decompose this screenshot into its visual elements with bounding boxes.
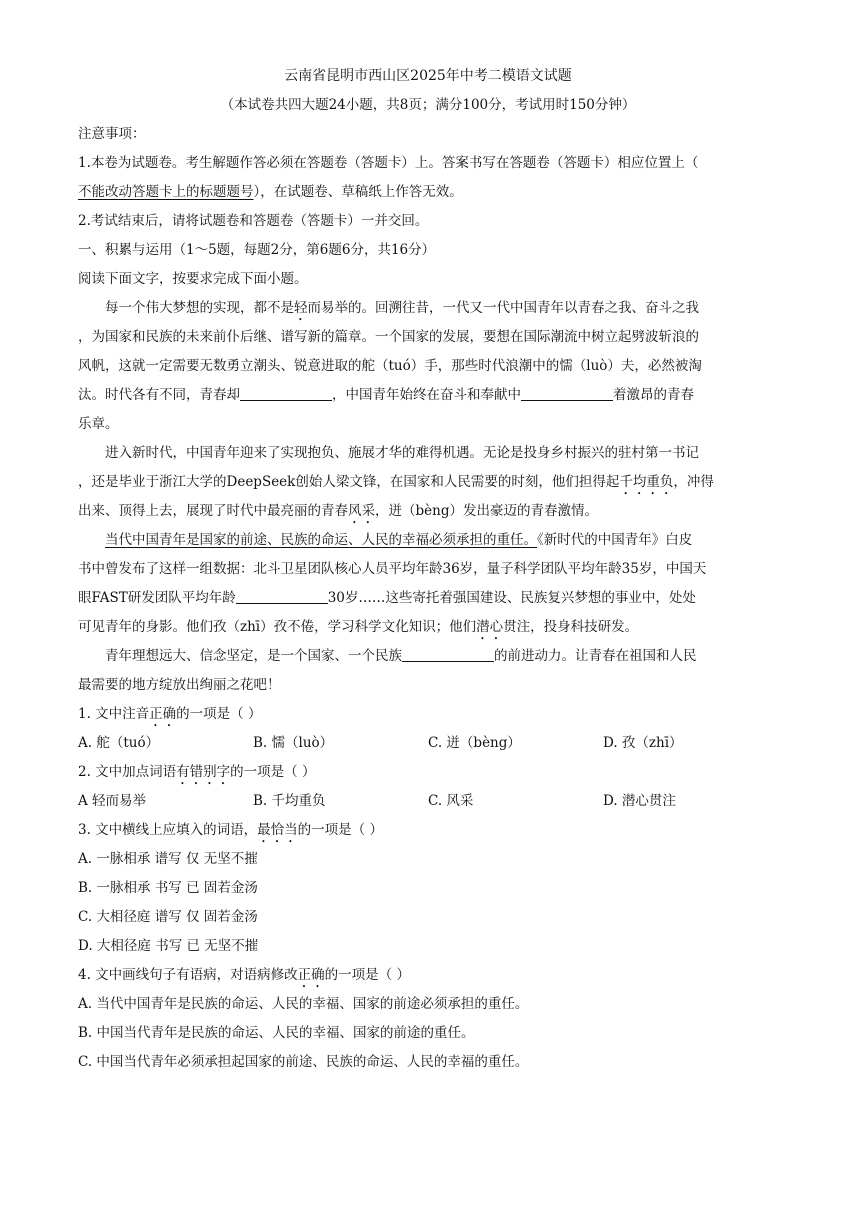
passage-text: 青年理想远大、信念坚定，是一个国家、一个民族 <box>105 648 402 664</box>
dotted-word: 正确 <box>149 706 177 722</box>
underlined-note: 不能改动答题卡上的标题题号 <box>78 184 254 200</box>
passage-text: 可见青年的身影。他们孜（zhī）孜不倦，学习科学文化知识；他们 <box>78 619 477 635</box>
dotted-word: 千均重负 <box>619 474 674 490</box>
passage-text: 着激昂的青春 <box>613 387 694 403</box>
notice-heading: 注意事项： <box>78 126 146 142</box>
passage-p2-line3 <box>78 497 778 526</box>
option-b[interactable]: B. 中国当代青年是民族的命运、人民的幸福、国家的前途的重任。 <box>78 1025 475 1041</box>
option-b[interactable]: B. 懦（luò） <box>253 735 334 751</box>
passage-text: 30岁……这些寄托着强国建设、民族复兴梦想的事业中，处处 <box>327 590 696 606</box>
option-b[interactable]: B. 千均重负 <box>253 793 326 809</box>
passage-p2-line1: 进入新时代，中国青年迎来了实现抱负、施展才华的难得机遇。无论是投身乡村振兴的驻村第一书记 <box>105 445 699 461</box>
passage-text: ，还是毕业于浙江大学的DeepSeek创始人梁文锋，在国家和人民需要的时刻，他们担得起 <box>78 474 620 490</box>
underlined-sentence: 当代中国青年是国家的前途、民族的命运、人民的幸福必须承担的重任。 <box>105 532 537 548</box>
passage-p3-line2: 书中曾发布了这样一组数据：北斗卫星团队核心人员平均年龄36岁，量子科学团队平均年龄35岁，中国天 <box>78 561 707 577</box>
fill-blank <box>236 589 328 604</box>
option-a[interactable]: A. 当代中国青年是民族的命运、人民的幸福、国家的前途必须承担的重任。 <box>78 996 529 1012</box>
exam-page <box>78 62 778 1077</box>
dotted-word: 正确 <box>297 967 325 983</box>
passage-text: 《新时代的中国青年》白皮 <box>537 532 693 548</box>
option-a[interactable]: A 轻而易举 <box>78 793 147 809</box>
passage-text: ，迸（bèng）发出豪迈的青春激情。 <box>375 503 598 519</box>
question-text: 3. 文中横线上应填入的词语， <box>78 822 258 838</box>
passage-p3-line1 <box>78 526 778 555</box>
option-d[interactable]: D. 大相径庭 书写 已 无坚不摧 <box>78 938 259 954</box>
option-c[interactable]: C. 大相径庭 谱写 仅 固若金汤 <box>78 909 258 925</box>
passage-text: 汰。时代各有不同，青春却 <box>78 387 240 403</box>
section-heading: 一、积累与运用（1～5题，每题2分，第6题6分，共16分） <box>78 242 436 258</box>
question-1-options <box>78 729 778 758</box>
passage-p2-line2 <box>78 468 778 497</box>
option-c[interactable]: C. 中国当代青年必须承担起国家的前途、民族的命运、人民的幸福的重任。 <box>78 1054 529 1070</box>
question-3-stem <box>78 816 778 845</box>
passage-p4-line2: 最需要的地方绽放出绚丽之花吧！ <box>78 677 281 693</box>
question-4-stem <box>78 961 778 990</box>
question-text: 4. 文中画线句子有语病，对语病修改 <box>78 967 298 983</box>
dotted-word: 轻 <box>294 300 308 316</box>
option-b[interactable]: B. 一脉相承 书写 已 固若金汤 <box>78 880 258 896</box>
dotted-word: 有错别字 <box>176 764 231 780</box>
notice-item-2: 2.考试结束后，请将试题卷和答题卷（答题卡）一并交回。 <box>78 213 429 229</box>
question-text: 的一项是（ ） <box>324 967 410 983</box>
option-d[interactable]: D. 孜（zhī） <box>603 735 683 751</box>
notice-item-1-text: 1.本卷为试题卷。考生解题作答必须在答题卷（答题卡）上。答案书写在答题卷（答题卡）相应位置上（ <box>78 155 699 171</box>
passage-text: 每一个伟大梦想的实现，都不是 <box>105 300 294 316</box>
question-text: 的一项是（ ） <box>297 822 383 838</box>
question-text: 的一项是（ ） <box>230 764 316 780</box>
exam-subtitle: （本试卷共四大题24小题，共8页；满分100分，考试用时150分钟） <box>220 97 636 113</box>
question-2-stem <box>78 758 778 787</box>
exam-title: 云南省昆明市西山区2025年中考二模语文试题 <box>284 68 572 84</box>
passage-p1-line4 <box>78 381 778 410</box>
question-2-options <box>78 787 778 816</box>
passage-text: 出来、顶得上去，展现了时代中最亮丽的青春 <box>78 503 348 519</box>
passage-p4-line1 <box>78 642 778 671</box>
option-a[interactable]: A. 舵（tuó） <box>78 735 160 751</box>
dotted-word: 风采 <box>348 503 375 519</box>
option-c[interactable]: C. 迸（bèng） <box>428 735 521 751</box>
passage-text: 的前进动力。让青春在祖国和人民 <box>494 648 697 664</box>
question-1-stem <box>78 700 778 729</box>
notice-item-1 <box>78 149 778 178</box>
notice-item-1-end: ），在试题卷、草稿纸上作答无效。 <box>253 184 463 200</box>
fill-blank <box>521 386 613 401</box>
section-instruction: 阅读下面文字，按要求完成下面小题。 <box>78 271 308 287</box>
passage-p1-line1 <box>78 294 778 323</box>
notice-item-1-cont <box>78 178 778 207</box>
passage-p3-line4 <box>78 613 778 642</box>
passage-text: 眼FAST研发团队平均年龄 <box>78 590 236 606</box>
passage-text: 而易举的。回溯往昔，一代又一代中国青年以青春之我、奋斗之我 <box>307 300 699 316</box>
passage-text: ，中国青年始终在奋斗和奉献中 <box>332 387 521 403</box>
passage-p1-line5: 乐章。 <box>78 416 119 432</box>
question-text: 1. 文中注音 <box>78 706 150 722</box>
fill-blank <box>240 386 332 401</box>
option-c[interactable]: C. 风采 <box>428 793 474 809</box>
option-d[interactable]: D. 潜心贯注 <box>603 793 676 809</box>
fill-blank <box>402 647 494 662</box>
question-text: 的一项是（ ） <box>176 706 262 722</box>
passage-p1-line3: 风帆，这就一定需要无数勇立潮头、锐意进取的舵（tuó）手，那些时代浪潮中的懦（luò）夫，必然被淘 <box>78 358 702 374</box>
passage-p3-line3 <box>78 584 778 613</box>
dotted-word: 潜心 <box>476 619 504 635</box>
passage-text: ，冲得 <box>673 474 714 490</box>
dotted-word: 最恰当 <box>257 822 298 838</box>
passage-p1-line2: ，为国家和民族的未来前仆后继、谱写新的篇章。一个国家的发展，要想在国际潮流中树立起劈波斩浪的 <box>78 329 699 345</box>
passage-text: 贯注，投身科技研发。 <box>503 619 639 635</box>
option-a[interactable]: A. 一脉相承 谱写 仅 无坚不摧 <box>78 851 258 867</box>
question-text: 2. 文中加点词语 <box>78 764 177 780</box>
